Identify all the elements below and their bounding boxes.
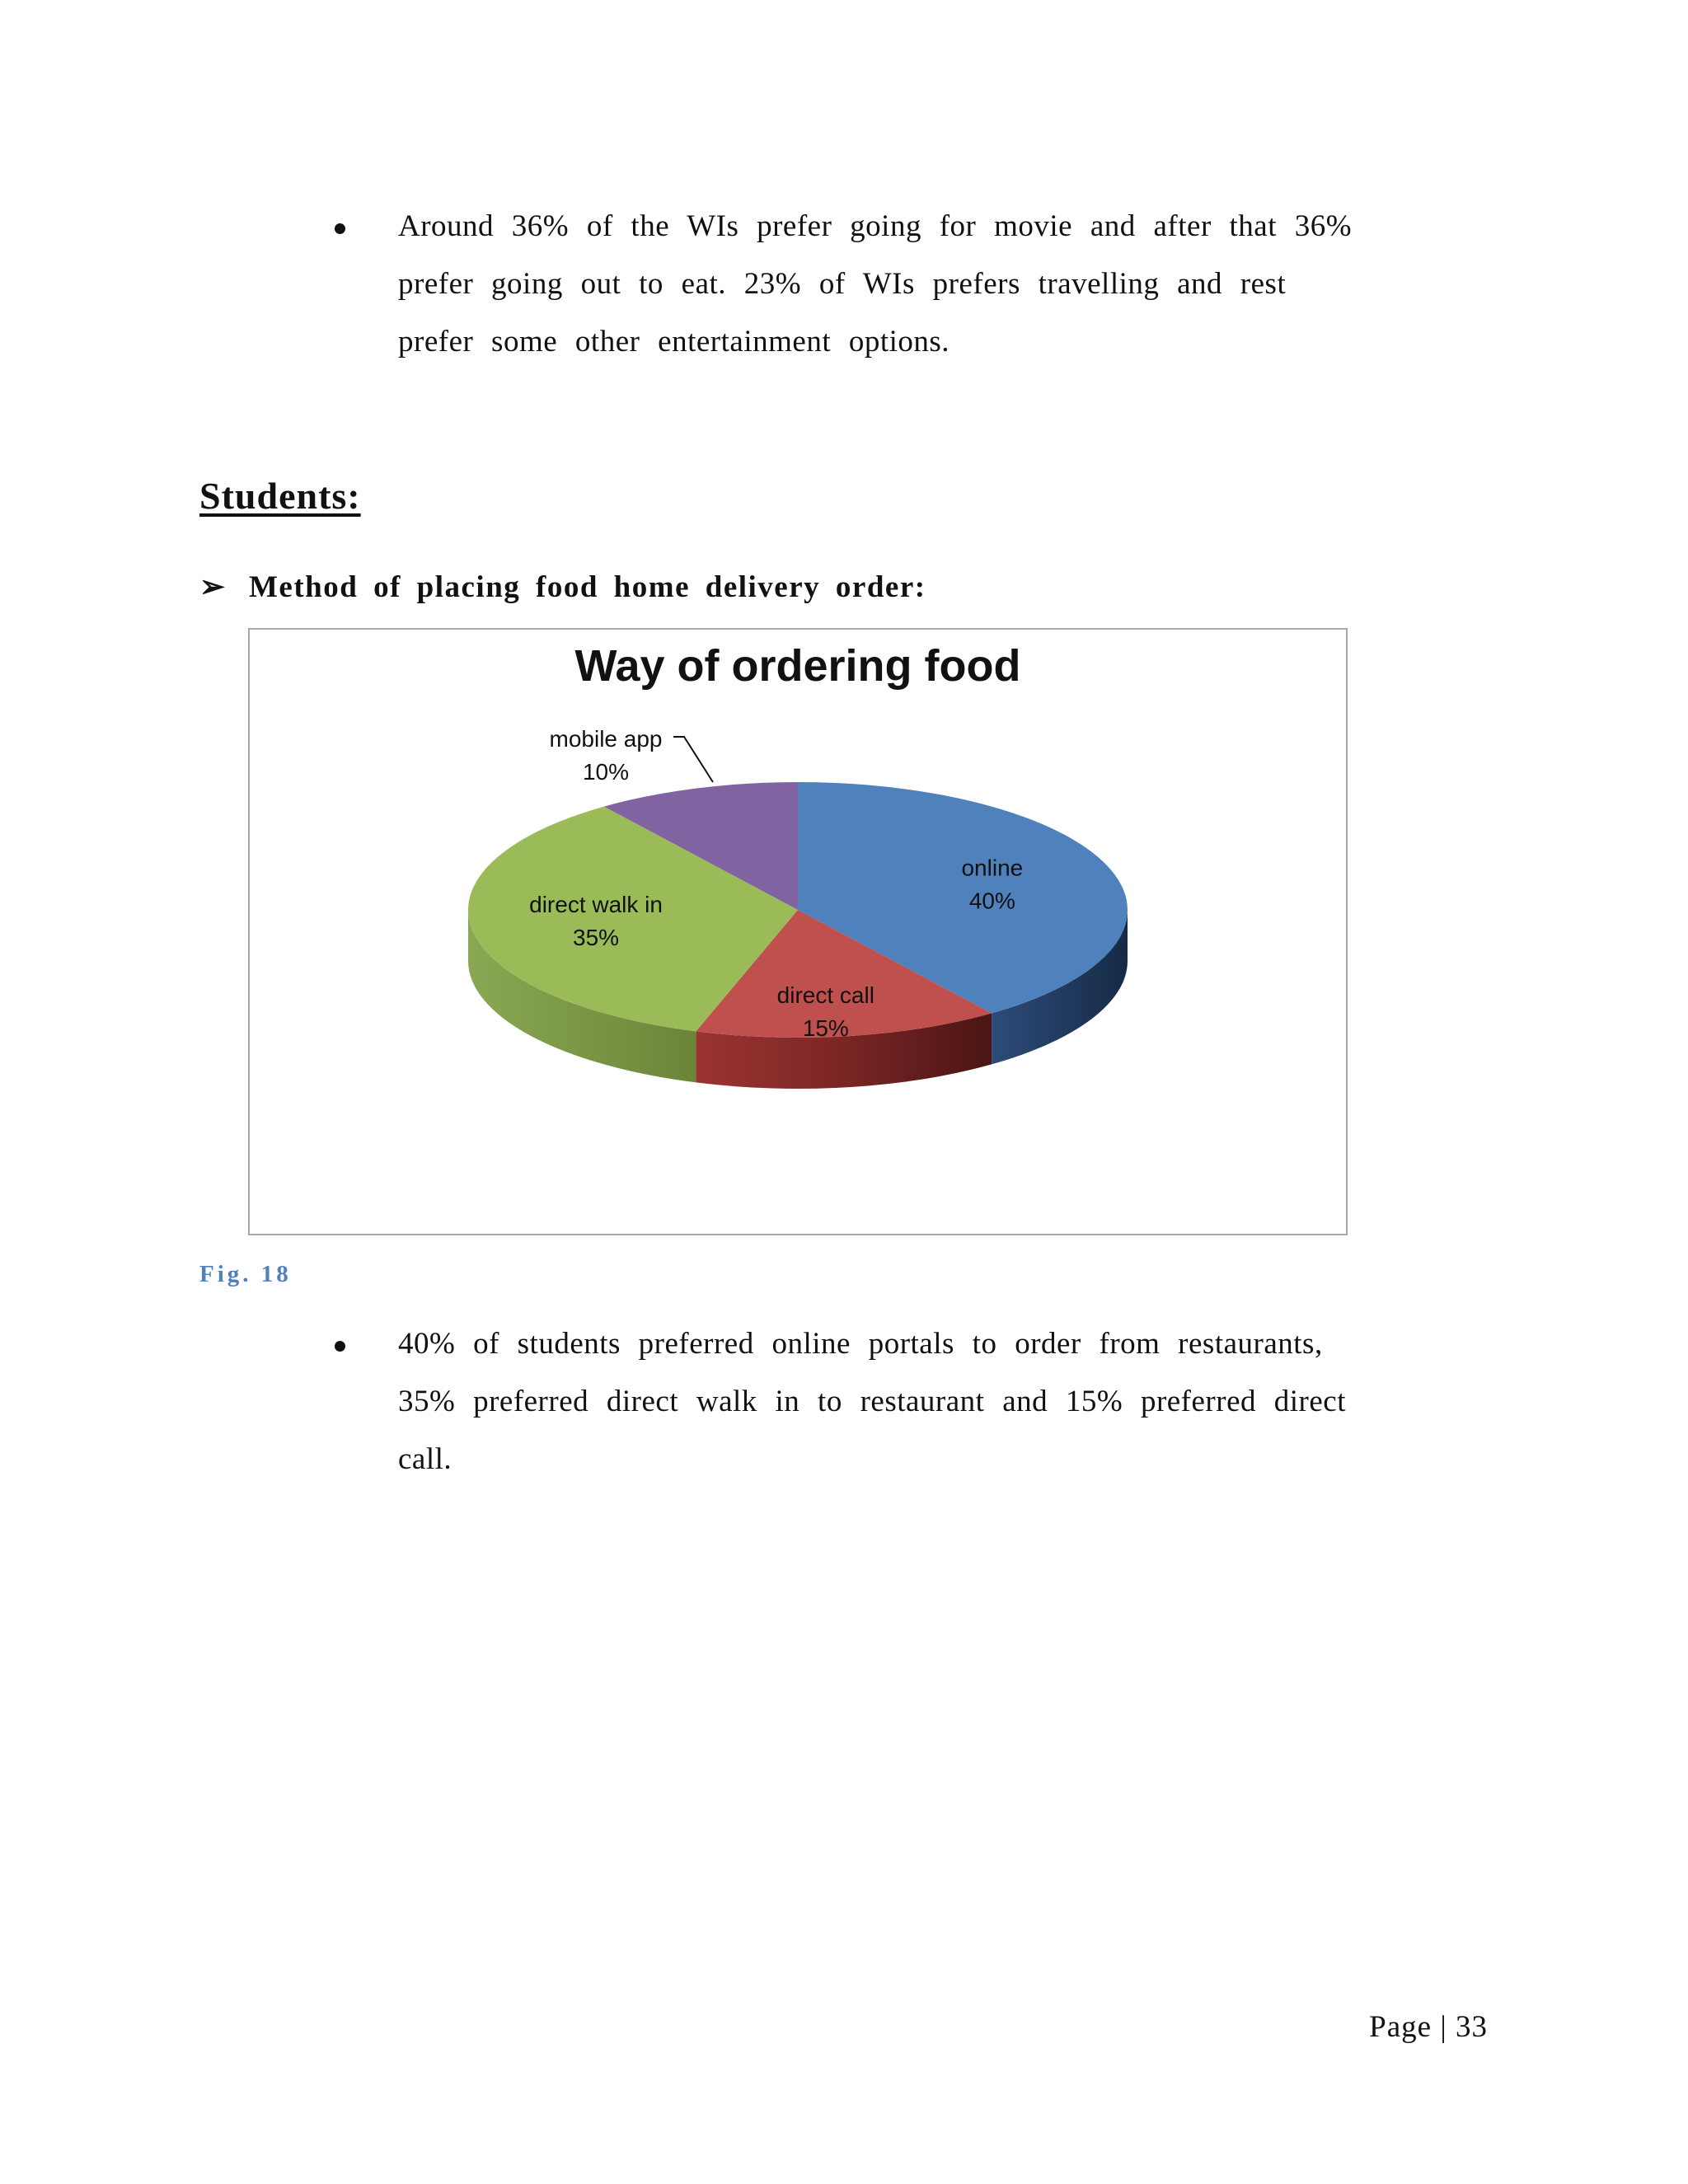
section-heading: Students: xyxy=(199,475,361,517)
pie-value-mobile-app: 10% xyxy=(582,759,630,785)
pie-chart xyxy=(248,628,1348,1235)
pie-label-direct-walk-in: direct walk in xyxy=(529,892,663,918)
pie-chart-svg xyxy=(250,630,1346,1234)
paragraph-text: 40% of students preferred online portals to order from restaurants, 35% preferred direct walk in to restaurant and 15% preferred direct call. xyxy=(398,1327,1346,1476)
bullet-paragraph-students xyxy=(345,1315,1490,1488)
leader-line-mobile-app xyxy=(673,737,713,782)
bullet-paragraph-entertainment xyxy=(345,198,1490,371)
chart-title: Way of ordering food xyxy=(574,641,1021,691)
pie-value-online: 40% xyxy=(968,888,1015,914)
bullet-icon xyxy=(335,214,353,239)
page-number: Page | 33 xyxy=(1369,2010,1488,2044)
subheading xyxy=(199,569,926,605)
pie-value-direct-call: 15% xyxy=(802,1015,849,1041)
figure-caption: Fig. 18 xyxy=(199,1261,292,1287)
arrow-bullet-icon: ➢ xyxy=(199,570,227,604)
pie-label-mobile-app: mobile app xyxy=(549,726,663,752)
pie-value-direct-walk-in: 35% xyxy=(573,925,620,951)
pie-label-direct-call: direct call xyxy=(776,982,874,1008)
paragraph-text: Around 36% of the WIs prefer going for movie and after that 36% prefer going out to eat. 23% of WIs prefers travelling and rest prefer some other entertainment options. xyxy=(398,209,1353,359)
bullet-icon xyxy=(335,1332,353,1357)
subheading-text: Method of placing food home delivery order: xyxy=(249,570,926,604)
pie-label-online: online xyxy=(961,855,1024,881)
